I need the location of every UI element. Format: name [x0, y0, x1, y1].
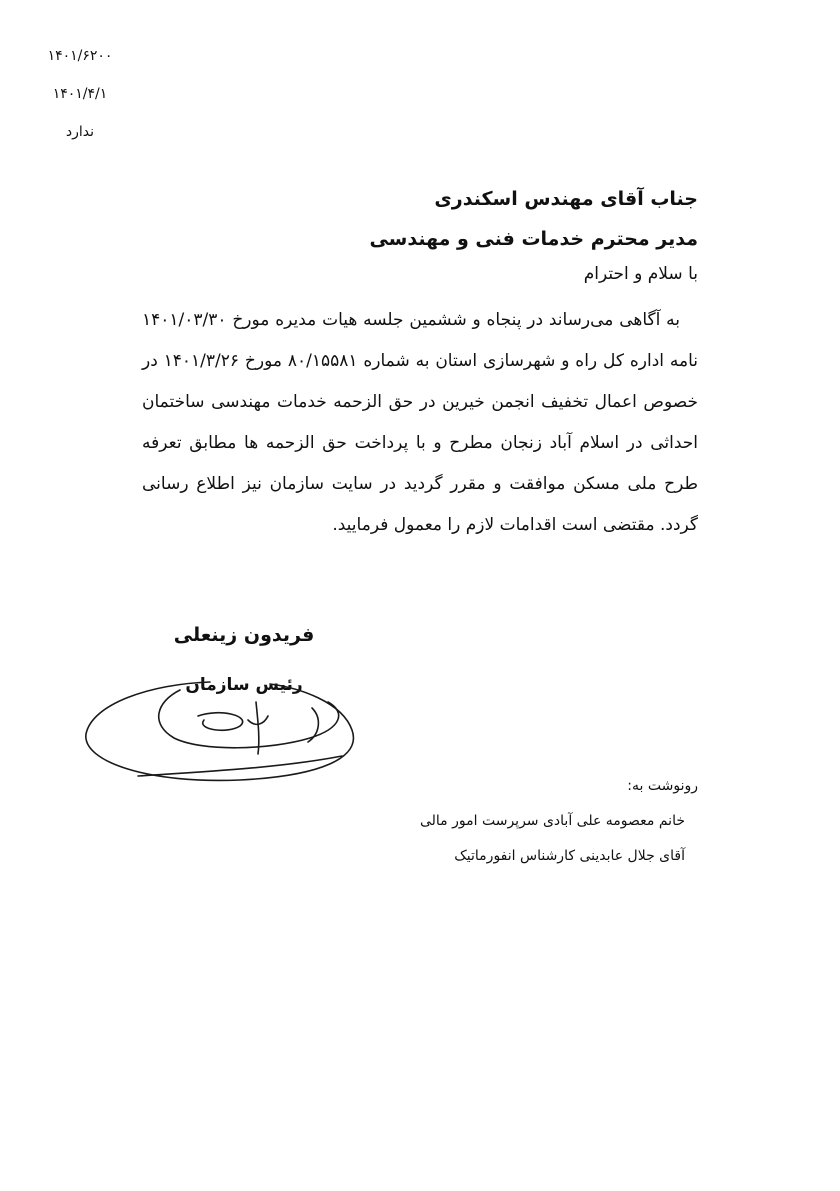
cc-recipient-2: آقای جلال عابدینی کارشناس انفورماتیک	[454, 848, 685, 864]
signatory-title: رئیس سازمان	[185, 675, 303, 695]
recipient-title: مدیر محترم خدمات فنی و مهندسی	[369, 228, 698, 250]
letter-number: ۱۴۰۱/۶۲۰۰	[47, 48, 113, 64]
recipient-name: جناب آقای مهندس اسکندری	[434, 188, 698, 210]
cc-recipient-1: خانم معصومه علی آبادی سرپرست امور مالی	[419, 813, 685, 829]
letter-attachment: ندارد	[65, 124, 95, 140]
letter-date: ۱۴۰۱/۴/۱	[52, 86, 108, 102]
letter-meta	[30, 44, 130, 158]
letter-body: به آگاهی می‌رساند در پنجاه و ششمین جلسه هیات مدیره مورخ ۱۴۰۱/۰۳/۳۰ نامه اداره کل راه و شهرسازی استان به شماره ۸۰/۱۵۵۸۱ مورخ ۱۴۰۱/۳/۲۶ در خصوص اعمال تخفیف انجمن خیرین در حق الزحمه خدمات مهندسی ساختمان احداثی در اسلام آباد زنجان مطرح و با پرداخت حق الزحمه ها مطابق تعرفه طرح ملی مسکن موافقت و مقرر گردید در سایت سازمان نیز اطلاع رسانی گردد. مقتضی است اقدامات لازم را معمول فرمایید.	[142, 310, 698, 535]
greeting: با سلام و احترام	[583, 264, 698, 284]
cc-label: رونوشت به:	[627, 778, 698, 794]
signatory-name: فریدون زینعلی	[173, 624, 315, 646]
handwritten-signature	[80, 672, 360, 792]
